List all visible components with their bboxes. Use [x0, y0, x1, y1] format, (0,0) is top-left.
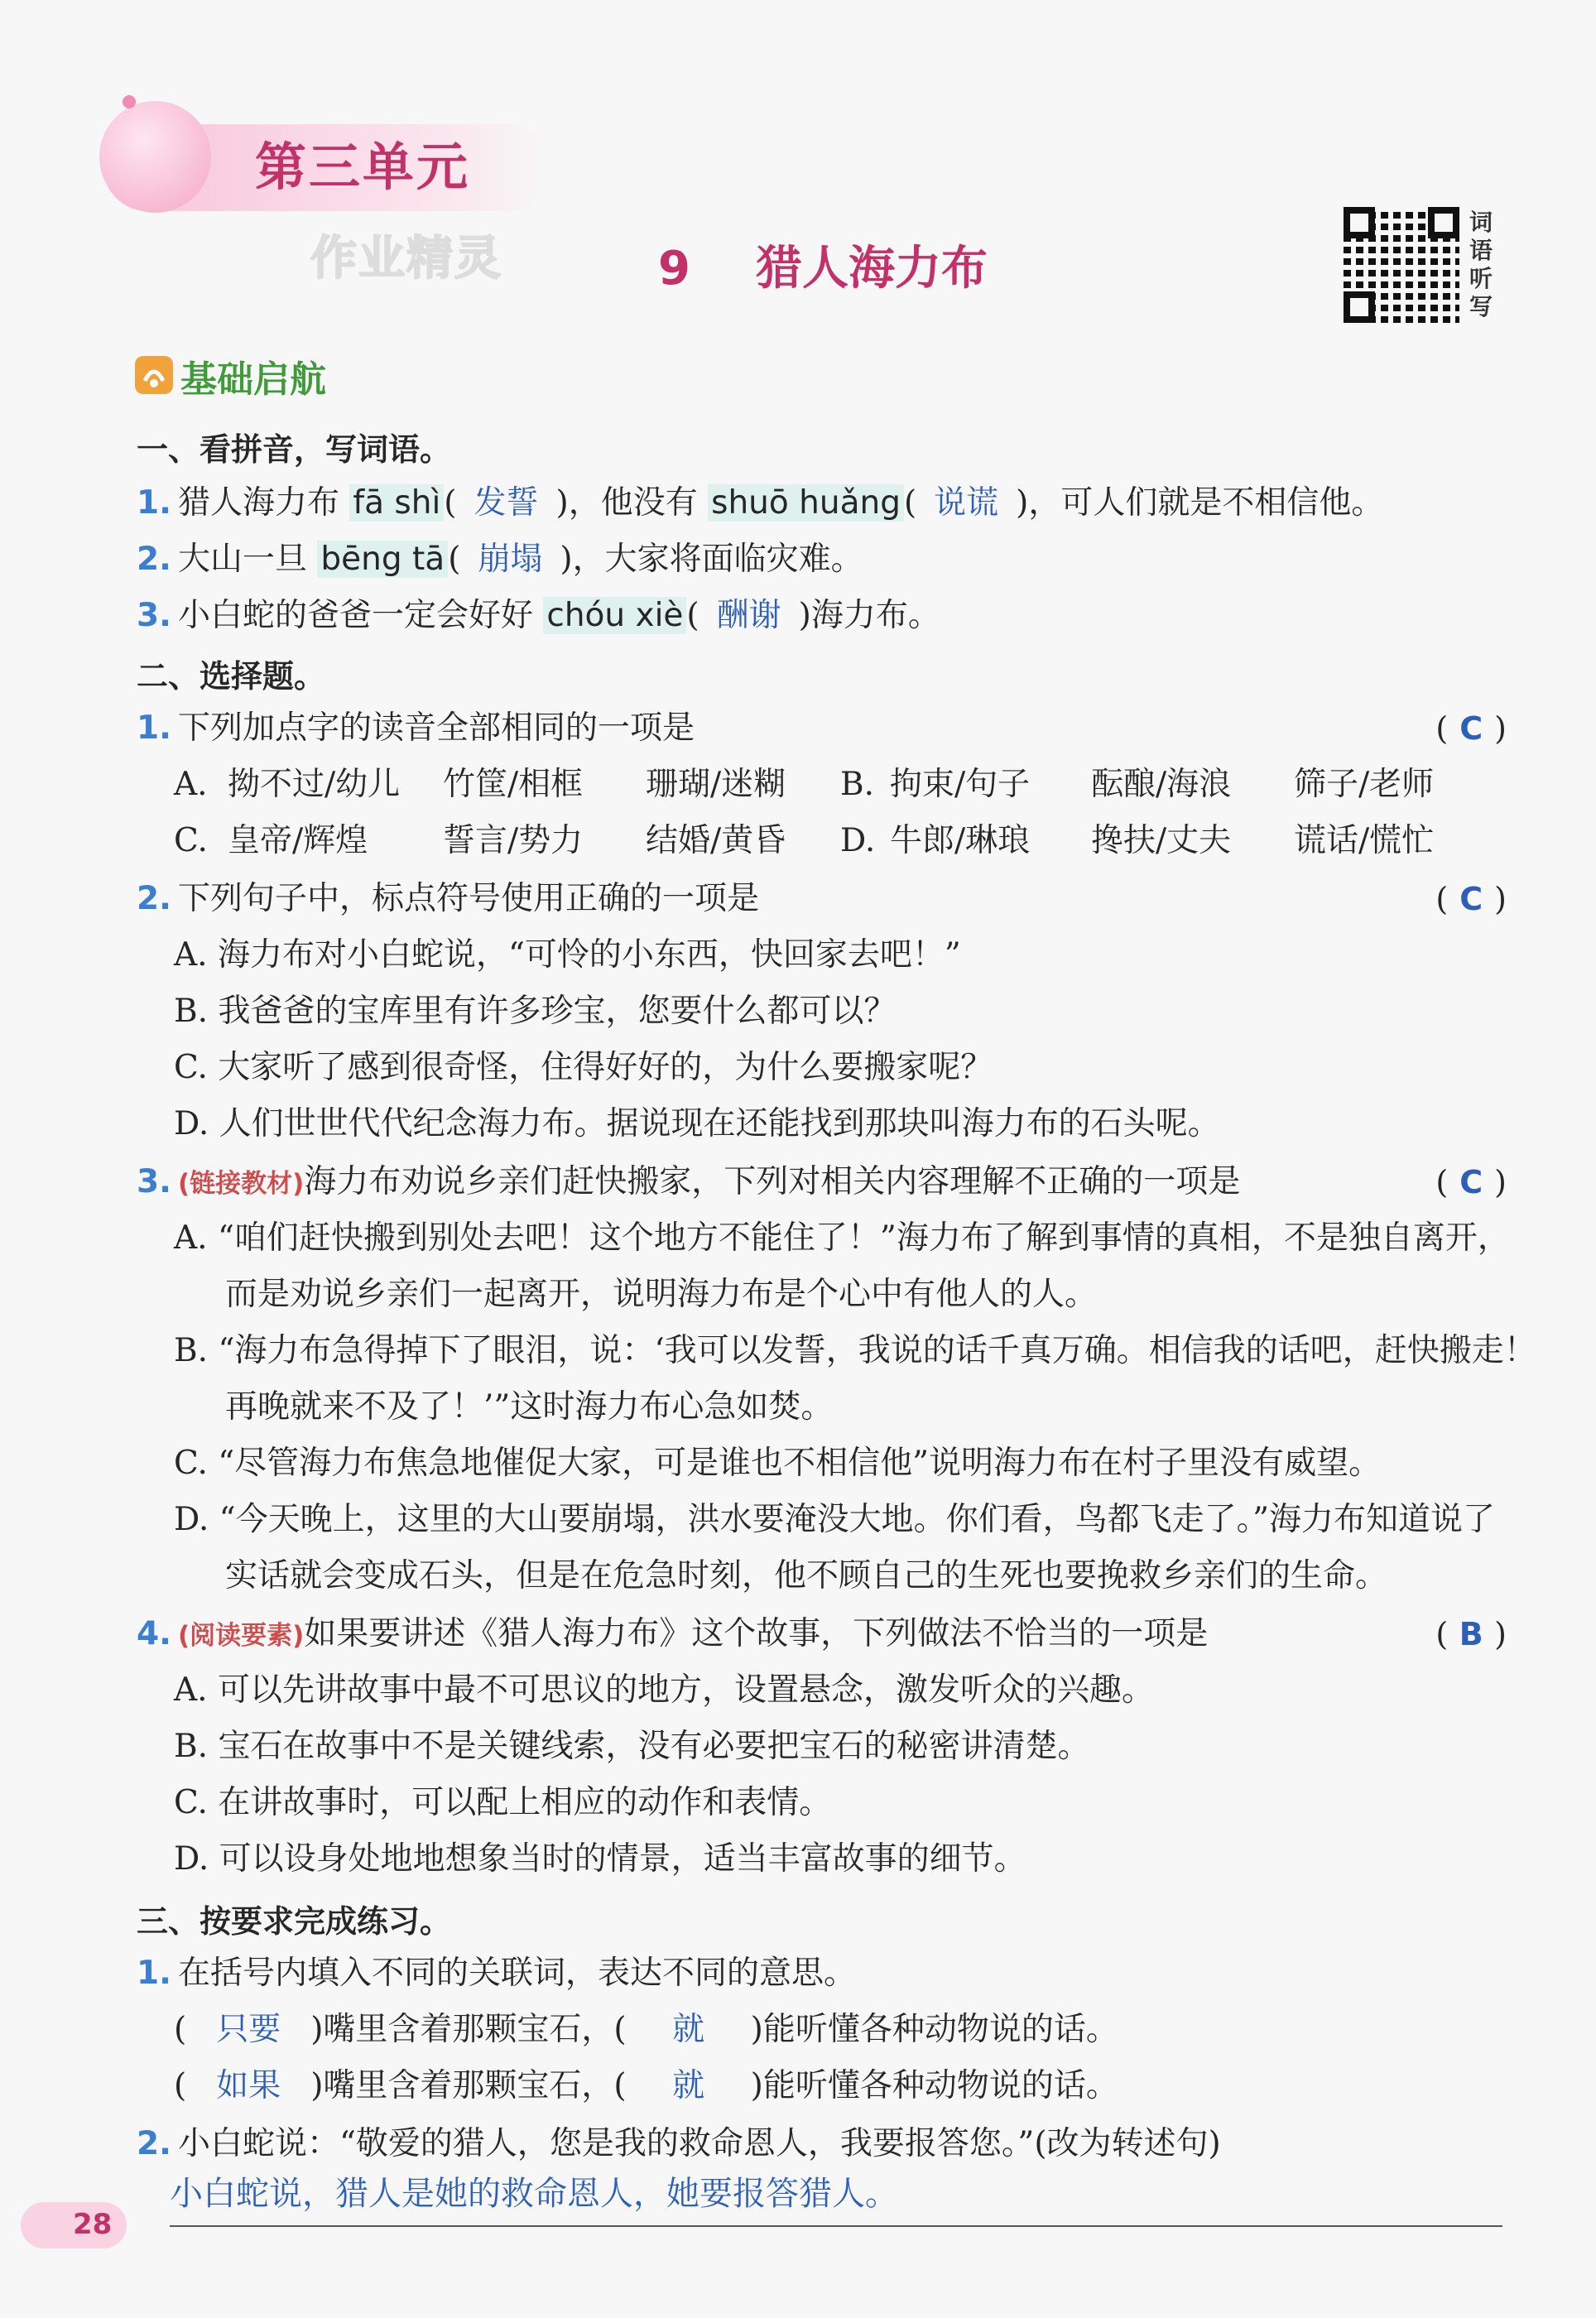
- option-c-item: 皇帝/辉煌: [228, 822, 368, 859]
- answer-underline: [170, 2225, 1502, 2227]
- part3-q1: 1. 在括号内填入不同的关联词，表达不同的意思。: [137, 1955, 856, 1992]
- option-c: C. 大家听了感到很奇怪，住得好好的，为什么要搬家呢？: [174, 1049, 993, 1086]
- part1-q3: 3. 小白蛇的爸爸一定会好好 chóu xiè ( 酬谢 )海力布。: [137, 591, 940, 641]
- part1-heading: 一、看拼音，写词语。: [137, 431, 452, 468]
- option-a-item: 珊瑚/迷糊: [646, 766, 786, 803]
- section-icon: [135, 356, 173, 394]
- part1-q2: 2. 大山一旦 bēng tā ( 崩塌 )，大家将面临灾难。: [137, 535, 863, 584]
- option-b: B. 宝石在故事中不是关键线索，没有必要把宝石的秘密讲清楚。: [174, 1728, 1090, 1765]
- option-d-cont: 实话就会变成石头，但是在危急时刻，他不顾自己的生死也要挽救乡亲们的生命。: [225, 1557, 1388, 1594]
- answer-field[interactable]: 发誓: [474, 484, 539, 522]
- lesson-number: 9: [658, 242, 690, 296]
- qr-code-icon[interactable]: [1344, 207, 1459, 323]
- part2-q2: 2. 下列句子中，标点符号使用正确的一项是: [137, 880, 759, 917]
- option-a-item: 拗不过/幼儿: [228, 766, 401, 803]
- option-a: A. 可以先讲故事中最不可思议的地方，设置悬念，激发听众的兴趣。: [174, 1671, 1154, 1709]
- option-a-item: 竹筐/相框: [443, 766, 584, 803]
- answer-field[interactable]: 酬谢: [716, 597, 781, 634]
- section-title: 基础启航: [180, 358, 326, 401]
- option-d-item: 谎话/慌忙: [1294, 822, 1435, 859]
- option-b: B. 我爸爸的宝库里有许多珍宝，您要什么都可以？: [174, 993, 897, 1030]
- part3-q2: 2. 小白蛇说：“敬爱的猎人，您是我的救命恩人，我要报答您。”(改为转述句): [137, 2125, 1221, 2162]
- watermark: 作业精灵: [310, 232, 502, 286]
- answer-box[interactable]: ( C ): [1435, 881, 1507, 917]
- answer-box[interactable]: ( C ): [1435, 710, 1507, 747]
- answer-line-text[interactable]: 小白蛇说，猎人是她的救命恩人，她要报答猎人。: [170, 2175, 898, 2213]
- lesson-name: 猎人海力布: [755, 242, 988, 296]
- option-c-item: 誓言/势力: [443, 822, 584, 859]
- option-b: B. “海力布急得掉下了眼泪，说：‘我可以发誓，我说的话千真万确。相信我的话吧，赶快搬走！: [174, 1332, 1536, 1369]
- answer-field[interactable]: 如果: [216, 2067, 281, 2104]
- mascot-antenna-icon: [123, 95, 136, 108]
- part2-q1: 1. 下列加点字的读音全部相同的一项是: [137, 709, 695, 747]
- lesson-title: [658, 232, 988, 298]
- fill-row: ( 如果 )嘴里含着那颗宝石，( 就 )能听懂各种动物说的话。: [174, 2061, 1118, 2111]
- part3-heading: 三、按要求完成练习。: [137, 1903, 452, 1940]
- answer-field[interactable]: 只要: [216, 2011, 281, 2048]
- answer-field[interactable]: 就: [672, 2067, 705, 2104]
- option-c: C.: [174, 822, 208, 859]
- option-d: D. 可以设身处地地想象当时的情景，适当丰富故事的细节。: [174, 1840, 1026, 1878]
- option-b: B.: [840, 766, 875, 803]
- part2-heading: 二、选择题。: [137, 658, 326, 695]
- option-d-item: 搀扶/丈夫: [1091, 822, 1232, 859]
- answer-box[interactable]: ( B ): [1435, 1616, 1507, 1652]
- part2-q3: 3. (链接教材)海力布劝说乡亲们赶快搬家，下列对相关内容理解不正确的一项是: [137, 1163, 1241, 1200]
- option-b-item: 筛子/老师: [1294, 766, 1435, 803]
- qr-caption: 词 语 听 写: [1469, 209, 1493, 320]
- part2-q4: 4. (阅读要素)如果要讲述《猎人海力布》这个故事，下列做法不恰当的一项是: [137, 1615, 1209, 1652]
- option-a: A.: [174, 766, 208, 803]
- option-c: C. 在讲故事时，可以配上相应的动作和表情。: [174, 1784, 832, 1821]
- fill-row: ( 只要 )嘴里含着那颗宝石，( 就 )能听懂各种动物说的话。: [174, 2005, 1118, 2055]
- option-c-item: 结婚/黄昏: [646, 822, 786, 859]
- answer-box[interactable]: ( C ): [1435, 1164, 1507, 1200]
- option-c: C. “尽管海力布焦急地催促大家，可是谁也不相信他”说明海力布在村子里没有威望。: [174, 1445, 1382, 1482]
- mascot-icon: [99, 101, 211, 213]
- part1-q1: 1. 猎人海力布 fā shì ( 发誓 )，他没有 shuō huǎng ( 说谎 )，可人们就是不相信他。: [137, 479, 1383, 528]
- unit-title: 第三单元: [255, 137, 471, 197]
- option-a: A. “咱们赶快搬到别处去吧！这个地方不能住了！”海力布了解到事情的真相，不是独自离开，: [174, 1219, 1510, 1257]
- option-b-item: 拘束/句子: [890, 766, 1031, 803]
- option-b-cont: 再晚就来不及了！’”这时海力布心急如焚。: [225, 1388, 834, 1426]
- option-d: D. “今天晚上，这里的大山要崩塌，洪水要淹没大地。你们看，鸟都飞走了。”海力布知道说了: [174, 1501, 1496, 1538]
- option-a-cont: 而是劝说乡亲们一起离开，说明海力布是个心中有他人的人。: [225, 1276, 1098, 1313]
- option-d: D.: [840, 822, 876, 859]
- answer-field[interactable]: 崩塌: [478, 541, 543, 578]
- page-number: 28: [73, 2208, 113, 2241]
- answer-field[interactable]: 说谎: [934, 484, 999, 522]
- answer-field[interactable]: 就: [672, 2011, 705, 2048]
- option-d: D. 人们世世代代纪念海力布。据说现在还能找到那块叫海力布的石头呢。: [174, 1105, 1220, 1142]
- option-d-item: 牛郎/琳琅: [890, 822, 1031, 859]
- option-b-item: 酝酿/海浪: [1091, 766, 1232, 803]
- option-a: A. 海力布对小白蛇说，“可怜的小东西，快回家去吧！”: [174, 936, 961, 974]
